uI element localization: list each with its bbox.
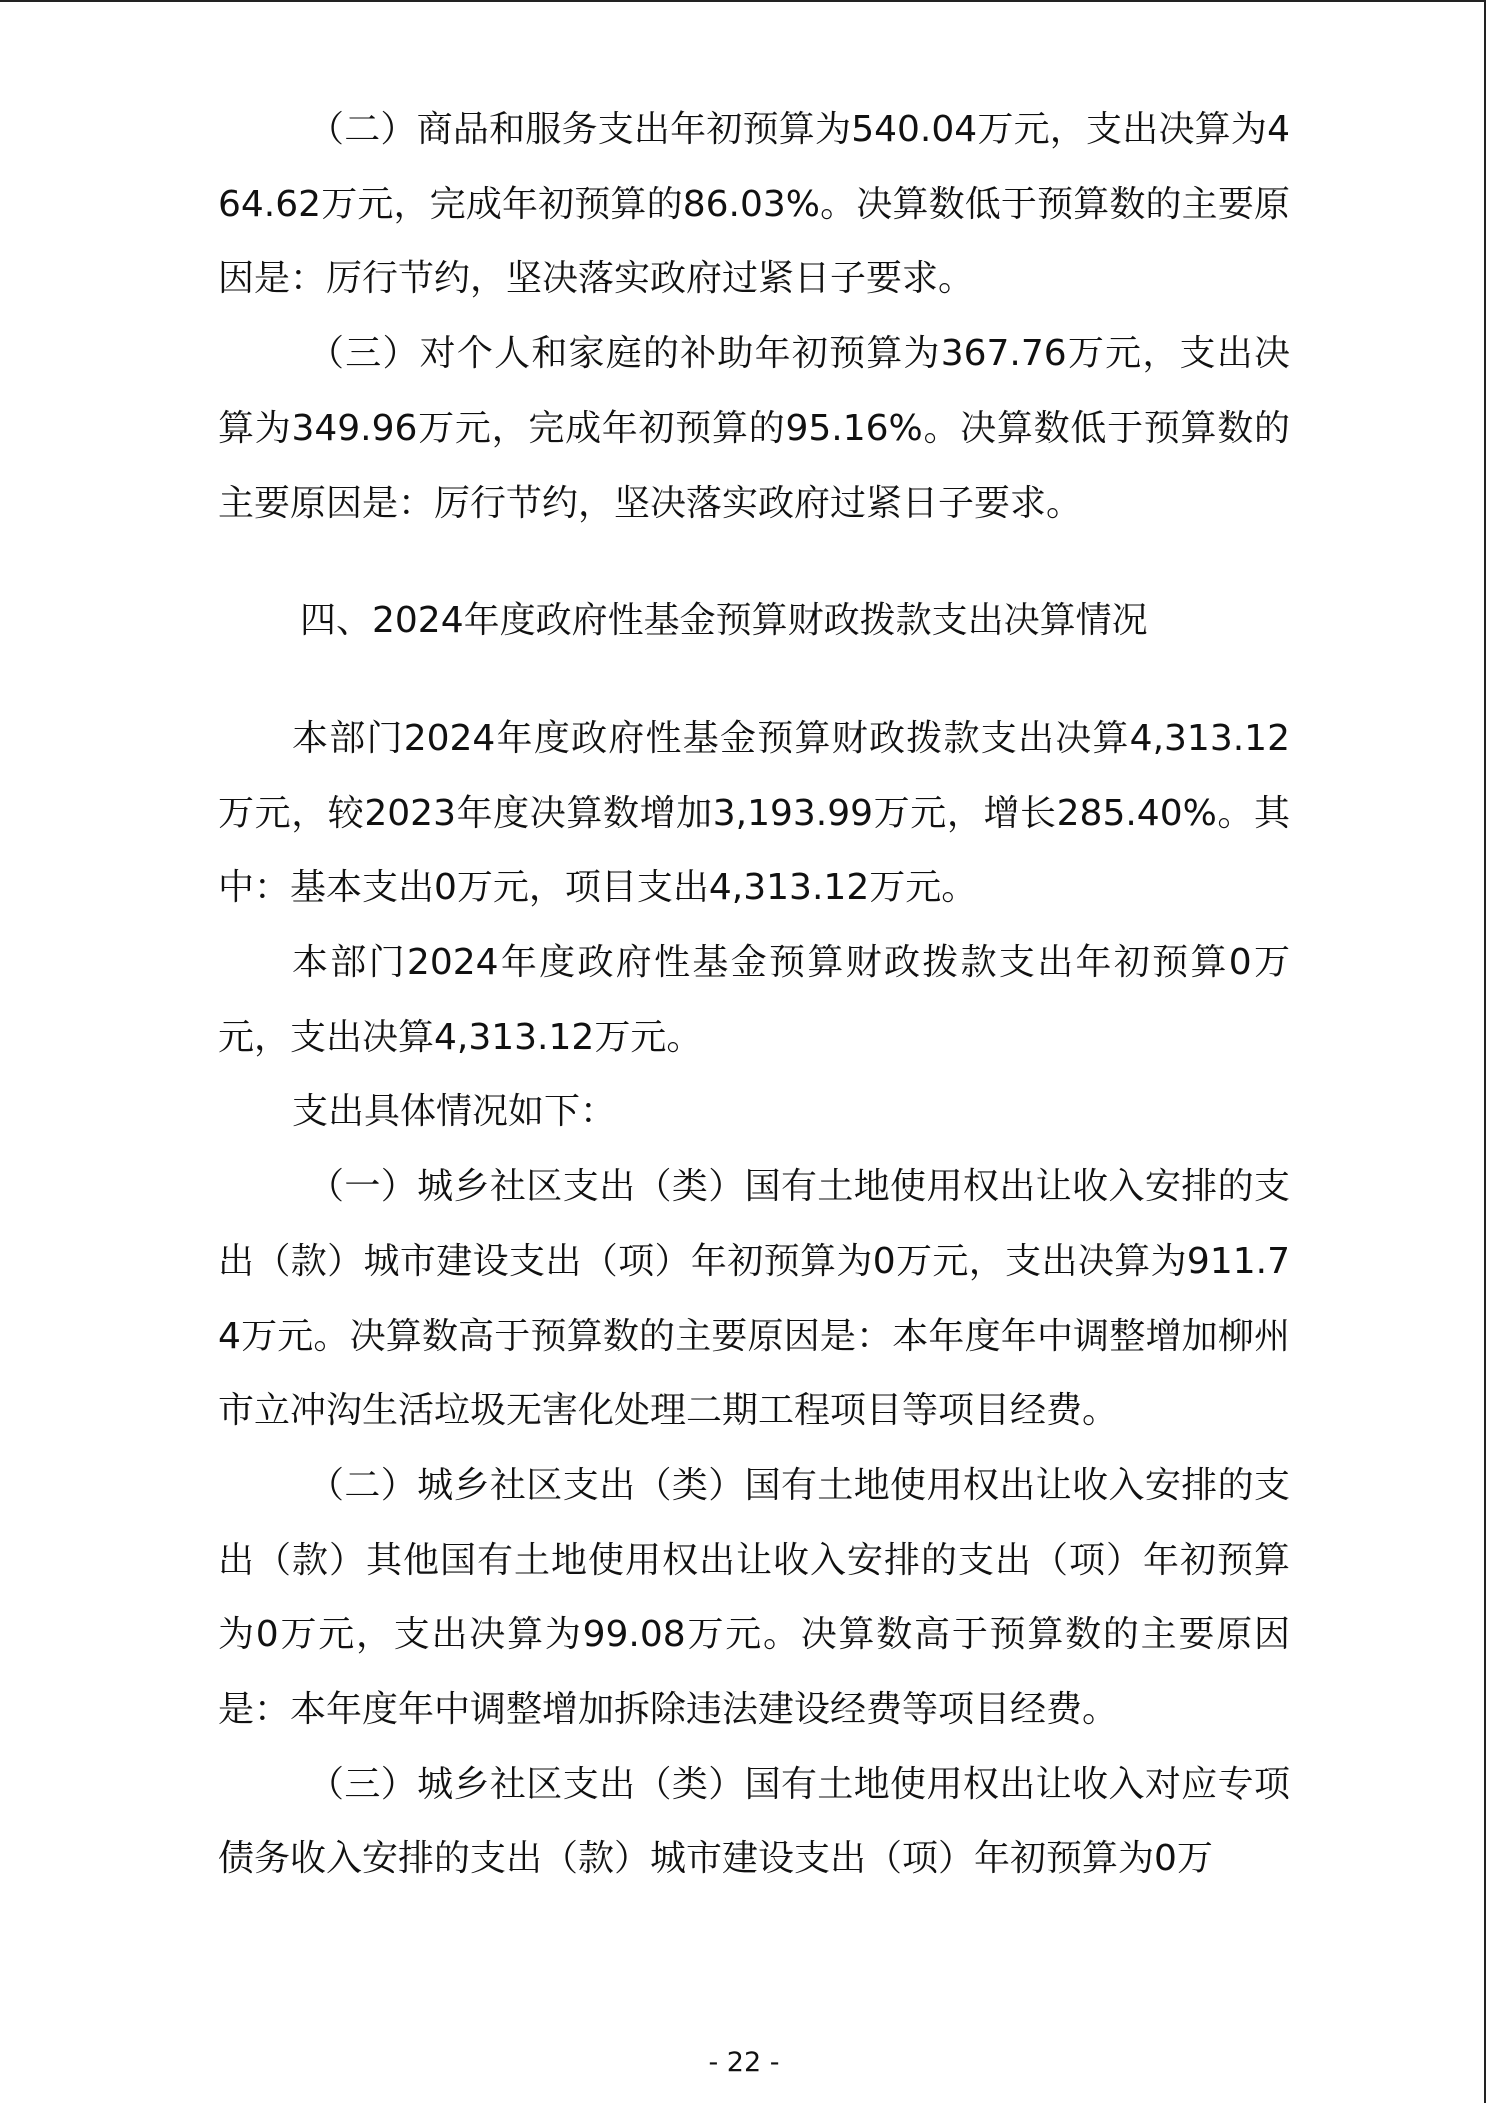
page-content — [218, 93, 1290, 1897]
paragraph-household-subsidies: （三）对个人和家庭的补助年初预算为367.76万元，支出决算为349.96万元，完成年初预算的95.16%。决算数低于预算数的主要原因是：厉行节约，坚决落实政府过紧日子要求。 — [218, 333, 1290, 524]
paragraph-goods-services: （二）商品和服务支出年初预算为540.04万元，支出决算为464.62万元，完成年初预算的86.03%。决算数低于预算数的主要原因是：厉行节约，坚决落实政府过紧日子要求。 — [218, 109, 1290, 300]
paragraph-item-one: （一）城乡社区支出（类）国有土地使用权出让收入安排的支出（款）城市建设支出（项）年初预算为0万元，支出决算为911.74万元。决算数高于预算数的主要原因是：本年度年中调整增加柳州市立冲沟生活垃圾无害化处理二期工程项目等项目经费。 — [218, 1166, 1290, 1432]
paragraph-fund-expenditure-total: 本部门2024年度政府性基金预算财政拨款支出决算4,313.12万元，较2023年度决算数增加3,193.99万元，增长285.40%。其中：基本支出0万元，项目支出4,313.12万元。 — [218, 717, 1290, 909]
paragraph-item-three: （三）城乡社区支出（类）国有土地使用权出让收入对应专项债务收入安排的支出（款）城市建设支出（项）年初预算为0万 — [218, 1763, 1290, 1880]
paragraph-details-intro: 支出具体情况如下： — [292, 1091, 617, 1133]
section-heading: 四、2024年度政府性基金预算财政拨款支出决算情况 — [300, 600, 1148, 642]
page-number: - 22 - — [708, 2047, 780, 2078]
paragraph-fund-budget: 本部门2024年度政府性基金预算财政拨款支出年初预算0万元，支出决算4,313.12万元。 — [218, 942, 1290, 1058]
paragraph-item-two: （二）城乡社区支出（类）国有土地使用权出让收入安排的支出（款）其他国有土地使用权出让收入安排的支出（项）年初预算为0万元，支出决算为99.08万元。决算数高于预算数的主要原因是：本年度年中调整增加拆除违法建设经费等项目经费。 — [218, 1464, 1290, 1731]
